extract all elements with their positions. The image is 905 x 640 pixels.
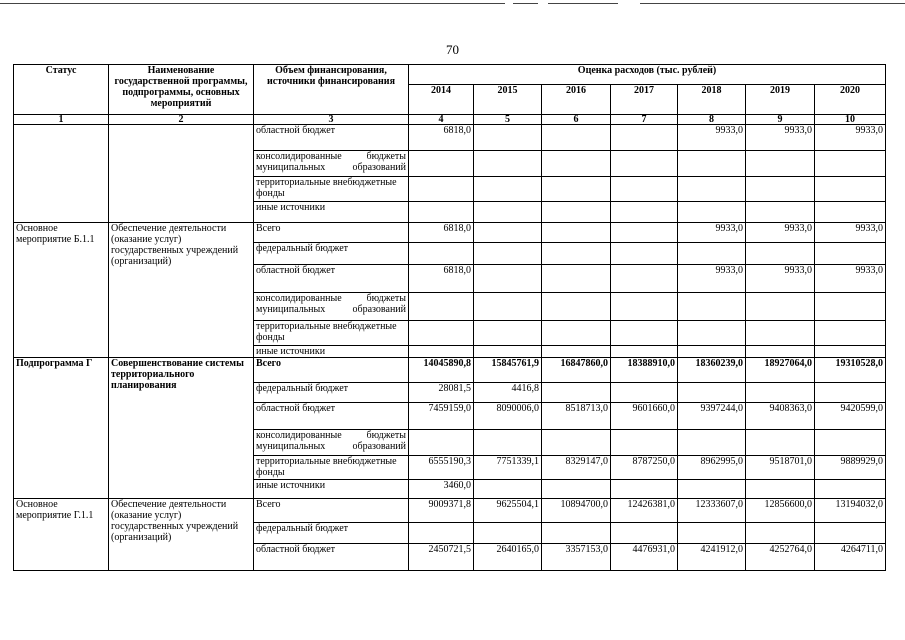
value-cell bbox=[474, 223, 542, 243]
value-cell bbox=[678, 243, 746, 265]
column-number: 8 bbox=[678, 115, 746, 125]
value-cell: 8518713,0 bbox=[542, 403, 611, 430]
value-cell: 7459159,0 bbox=[409, 403, 474, 430]
value-cell bbox=[678, 523, 746, 544]
value-cell bbox=[542, 151, 611, 177]
value-cell: 9933,0 bbox=[678, 125, 746, 151]
value-cell bbox=[746, 202, 815, 223]
value-cell bbox=[474, 265, 542, 293]
value-cell bbox=[815, 383, 886, 403]
value-cell bbox=[542, 223, 611, 243]
header-year: 2014 bbox=[409, 85, 474, 115]
name-cell: Обеспечение деятельности (оказание услуг) государственных учреждений (организаций) bbox=[109, 223, 254, 358]
value-cell bbox=[611, 265, 678, 293]
value-cell: 18927064,0 bbox=[746, 358, 815, 383]
header-year: 2018 bbox=[678, 85, 746, 115]
value-cell bbox=[815, 202, 886, 223]
value-cell bbox=[746, 346, 815, 358]
value-cell: 8329147,0 bbox=[542, 456, 611, 480]
source-cell: территориальные внебюджетные фонды bbox=[254, 456, 409, 480]
value-cell bbox=[611, 430, 678, 456]
value-cell bbox=[678, 321, 746, 346]
value-cell: 6818,0 bbox=[409, 223, 474, 243]
column-number: 5 bbox=[474, 115, 542, 125]
value-cell bbox=[611, 293, 678, 321]
value-cell bbox=[542, 265, 611, 293]
value-cell bbox=[409, 321, 474, 346]
value-cell bbox=[542, 125, 611, 151]
value-cell bbox=[474, 151, 542, 177]
value-cell bbox=[746, 523, 815, 544]
column-number: 10 bbox=[815, 115, 886, 125]
value-cell: 4476931,0 bbox=[611, 544, 678, 571]
table-row bbox=[14, 499, 886, 523]
value-cell bbox=[409, 243, 474, 265]
value-cell bbox=[474, 177, 542, 202]
value-cell: 8962995,0 bbox=[678, 456, 746, 480]
top-rule-left bbox=[0, 3, 505, 4]
value-cell: 6818,0 bbox=[409, 125, 474, 151]
source-cell: областной бюджет bbox=[254, 125, 409, 151]
value-cell: 9518701,0 bbox=[746, 456, 815, 480]
value-cell bbox=[611, 321, 678, 346]
value-cell bbox=[474, 202, 542, 223]
value-cell bbox=[815, 346, 886, 358]
value-cell bbox=[474, 480, 542, 499]
status-cell bbox=[14, 125, 109, 223]
value-cell: 10894700,0 bbox=[542, 499, 611, 523]
value-cell bbox=[678, 202, 746, 223]
value-cell bbox=[611, 346, 678, 358]
value-cell bbox=[815, 243, 886, 265]
value-cell bbox=[746, 480, 815, 499]
value-cell: 9625504,1 bbox=[474, 499, 542, 523]
value-cell bbox=[474, 321, 542, 346]
source-cell: территориальные внебюджетные фонды bbox=[254, 321, 409, 346]
value-cell: 4264711,0 bbox=[815, 544, 886, 571]
value-cell: 9397244,0 bbox=[678, 403, 746, 430]
column-number: 3 bbox=[254, 115, 409, 125]
value-cell: 3460,0 bbox=[409, 480, 474, 499]
value-cell: 13194032,0 bbox=[815, 499, 886, 523]
value-cell: 18360239,0 bbox=[678, 358, 746, 383]
header-year: 2019 bbox=[746, 85, 815, 115]
value-cell: 9933,0 bbox=[746, 223, 815, 243]
value-cell: 9009371,8 bbox=[409, 499, 474, 523]
value-cell bbox=[409, 430, 474, 456]
name-cell bbox=[109, 125, 254, 223]
value-cell bbox=[474, 293, 542, 321]
value-cell bbox=[815, 430, 886, 456]
header-year: 2017 bbox=[611, 85, 678, 115]
value-cell bbox=[474, 346, 542, 358]
column-number: 9 bbox=[746, 115, 815, 125]
source-cell: федеральный бюджет bbox=[254, 243, 409, 265]
value-cell bbox=[542, 346, 611, 358]
value-cell bbox=[542, 480, 611, 499]
value-cell bbox=[409, 202, 474, 223]
value-cell: 2450721,5 bbox=[409, 544, 474, 571]
source-cell: иные источники bbox=[254, 480, 409, 499]
status-cell: Подпрограмма Г bbox=[14, 358, 109, 499]
value-cell: 6555190,3 bbox=[409, 456, 474, 480]
value-cell: 9933,0 bbox=[815, 223, 886, 243]
value-cell bbox=[542, 243, 611, 265]
header-year: 2015 bbox=[474, 85, 542, 115]
value-cell bbox=[542, 293, 611, 321]
value-cell bbox=[474, 125, 542, 151]
header-year: 2016 bbox=[542, 85, 611, 115]
value-cell bbox=[542, 430, 611, 456]
source-cell: областной бюджет bbox=[254, 265, 409, 293]
value-cell bbox=[746, 321, 815, 346]
source-cell: Всего bbox=[254, 223, 409, 243]
name-cell: Совершенствование системы территориального планирования bbox=[109, 358, 254, 499]
value-cell bbox=[678, 383, 746, 403]
value-cell bbox=[746, 430, 815, 456]
value-cell bbox=[409, 177, 474, 202]
source-cell: территориальные внебюджетные фонды bbox=[254, 177, 409, 202]
value-cell bbox=[746, 177, 815, 202]
top-rule-mid bbox=[513, 3, 538, 4]
value-cell: 9601660,0 bbox=[611, 403, 678, 430]
value-cell bbox=[678, 177, 746, 202]
column-number: 2 bbox=[109, 115, 254, 125]
value-cell: 12856600,0 bbox=[746, 499, 815, 523]
value-cell: 9933,0 bbox=[746, 125, 815, 151]
value-cell: 6818,0 bbox=[409, 265, 474, 293]
source-cell: федеральный бюджет bbox=[254, 523, 409, 544]
table-row bbox=[14, 125, 886, 151]
top-rule-mid2 bbox=[548, 3, 618, 4]
source-cell: областной бюджет bbox=[254, 403, 409, 430]
value-cell bbox=[678, 293, 746, 321]
value-cell: 9420599,0 bbox=[815, 403, 886, 430]
value-cell: 4416,8 bbox=[474, 383, 542, 403]
value-cell bbox=[678, 346, 746, 358]
value-cell bbox=[611, 177, 678, 202]
value-cell: 9889929,0 bbox=[815, 456, 886, 480]
value-cell bbox=[678, 480, 746, 499]
value-cell bbox=[542, 321, 611, 346]
source-cell: консолидированные бюджеты муниципальных образований bbox=[254, 151, 409, 177]
value-cell: 12426381,0 bbox=[611, 499, 678, 523]
value-cell bbox=[409, 523, 474, 544]
value-cell bbox=[542, 202, 611, 223]
value-cell bbox=[474, 243, 542, 265]
value-cell bbox=[746, 243, 815, 265]
value-cell bbox=[542, 383, 611, 403]
source-cell: Всего bbox=[254, 499, 409, 523]
value-cell bbox=[678, 430, 746, 456]
source-cell: иные источники bbox=[254, 346, 409, 358]
header-year: 2020 bbox=[815, 85, 886, 115]
top-rule-right bbox=[640, 3, 905, 4]
column-number: 7 bbox=[611, 115, 678, 125]
value-cell: 12333607,0 bbox=[678, 499, 746, 523]
value-cell bbox=[746, 151, 815, 177]
value-cell: 19310528,0 bbox=[815, 358, 886, 383]
table-row bbox=[14, 223, 886, 243]
page-number: 70 bbox=[446, 42, 459, 57]
value-cell bbox=[746, 383, 815, 403]
value-cell bbox=[815, 321, 886, 346]
column-number: 4 bbox=[409, 115, 474, 125]
value-cell: 9933,0 bbox=[678, 265, 746, 293]
value-cell bbox=[815, 177, 886, 202]
value-cell bbox=[815, 480, 886, 499]
budget-table bbox=[13, 64, 886, 571]
table-row bbox=[14, 358, 886, 383]
value-cell bbox=[409, 346, 474, 358]
value-cell bbox=[611, 125, 678, 151]
name-cell: Обеспечение деятельности (оказание услуг) государственных учреждений (организаций) bbox=[109, 499, 254, 571]
value-cell bbox=[409, 151, 474, 177]
value-cell bbox=[542, 523, 611, 544]
value-cell bbox=[611, 223, 678, 243]
value-cell bbox=[815, 523, 886, 544]
value-cell: 28081,5 bbox=[409, 383, 474, 403]
value-cell: 15845761,9 bbox=[474, 358, 542, 383]
value-cell bbox=[611, 202, 678, 223]
value-cell bbox=[611, 480, 678, 499]
header-name: Наименование государственной программы, подпрограммы, основных мероприятий bbox=[109, 65, 254, 115]
column-number: 6 bbox=[542, 115, 611, 125]
column-number: 1 bbox=[14, 115, 109, 125]
header-status: Статус bbox=[14, 65, 109, 115]
value-cell bbox=[611, 523, 678, 544]
value-cell: 9933,0 bbox=[746, 265, 815, 293]
value-cell bbox=[409, 293, 474, 321]
value-cell: 16847860,0 bbox=[542, 358, 611, 383]
source-cell: областной бюджет bbox=[254, 544, 409, 571]
value-cell bbox=[815, 293, 886, 321]
source-cell: Всего bbox=[254, 358, 409, 383]
header-estimate: Оценка расходов (тыс. рублей) bbox=[409, 65, 886, 85]
value-cell bbox=[474, 430, 542, 456]
source-cell: консолидированные бюджеты муниципальных образований bbox=[254, 293, 409, 321]
value-cell bbox=[746, 293, 815, 321]
value-cell bbox=[678, 151, 746, 177]
value-cell bbox=[611, 383, 678, 403]
value-cell: 18388910,0 bbox=[611, 358, 678, 383]
value-cell bbox=[474, 523, 542, 544]
value-cell: 7751339,1 bbox=[474, 456, 542, 480]
value-cell bbox=[542, 177, 611, 202]
value-cell: 4252764,0 bbox=[746, 544, 815, 571]
value-cell: 2640165,0 bbox=[474, 544, 542, 571]
source-cell: федеральный бюджет bbox=[254, 383, 409, 403]
status-cell: Основное мероприятие Г.1.1 bbox=[14, 499, 109, 571]
source-cell: консолидированные бюджеты муниципальных образований bbox=[254, 430, 409, 456]
value-cell: 9933,0 bbox=[815, 125, 886, 151]
value-cell: 8787250,0 bbox=[611, 456, 678, 480]
source-cell: иные источники bbox=[254, 202, 409, 223]
value-cell bbox=[611, 243, 678, 265]
value-cell: 8090006,0 bbox=[474, 403, 542, 430]
value-cell: 14045890,8 bbox=[409, 358, 474, 383]
value-cell: 9933,0 bbox=[815, 265, 886, 293]
status-cell: Основное мероприятие Б.1.1 bbox=[14, 223, 109, 358]
header-volume: Объем финансирования, источники финансирования bbox=[254, 65, 409, 115]
value-cell: 3357153,0 bbox=[542, 544, 611, 571]
value-cell: 4241912,0 bbox=[678, 544, 746, 571]
value-cell: 9408363,0 bbox=[746, 403, 815, 430]
value-cell: 9933,0 bbox=[678, 223, 746, 243]
value-cell bbox=[611, 151, 678, 177]
value-cell bbox=[815, 151, 886, 177]
